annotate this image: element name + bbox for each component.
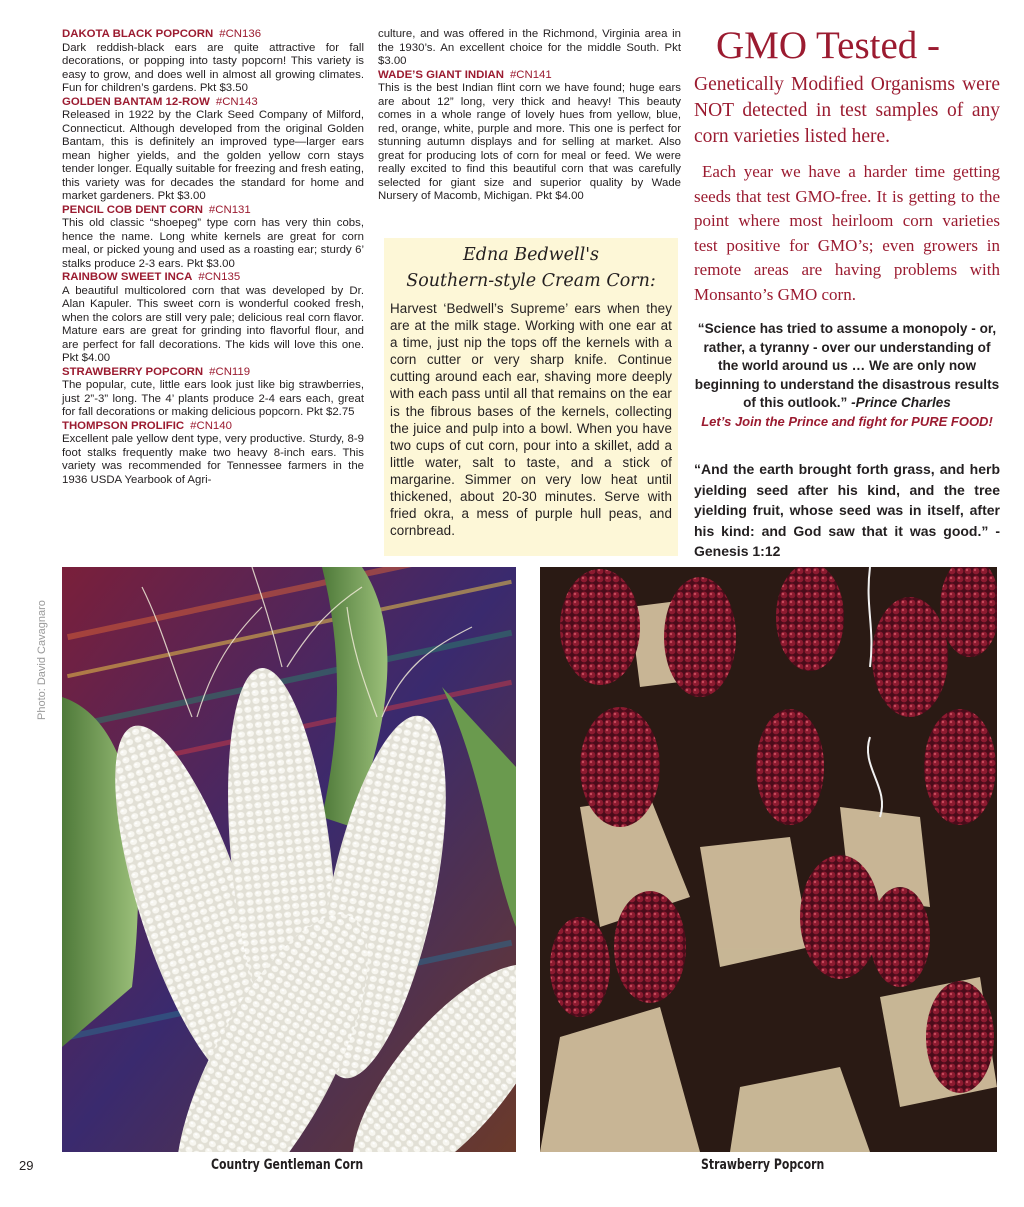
seed-list-column-1 bbox=[62, 28, 364, 487]
prince-quote bbox=[694, 320, 1000, 413]
entry-continuation: culture, and was offered in the Richmond, Virginia area in the 1930’s. An excellent choice for the middle South. Pkt $3.00 bbox=[378, 28, 681, 67]
entry-body: Excellent pale yellow dent type, very productive. Sturdy, 8-9 foot stalks frequently make two heavy 8-inch ears. This variety was recommended for Tennessee farmers in the 1936 USDA Yearbook of Agri- bbox=[62, 433, 364, 486]
entry-title: DAKOTA BLACK POPCORN #CN136 bbox=[62, 28, 262, 40]
photo-white-corn bbox=[62, 567, 516, 1152]
entry-code: #CN136 bbox=[219, 28, 262, 40]
recipe-box bbox=[384, 238, 678, 556]
entry-title: STRAWBERRY POPCORN #CN119 bbox=[62, 365, 251, 378]
strawberry-popcorn-illustration bbox=[540, 567, 997, 1152]
genesis-quote bbox=[694, 459, 1000, 562]
seed-entry bbox=[62, 96, 364, 204]
entry-code: #CN140 bbox=[190, 419, 232, 432]
caption-strawberry-popcorn: Strawberry Popcorn bbox=[701, 1157, 825, 1173]
entry-body: Released in 1922 by the Clark Seed Company of Milford, Connecticut. Although developed from the original Golden Bantam, this is definitely an improved type—larger ears mean higher yields, and the golden yellow corn stays tender longer. Equally suitable for freezing and fresh eating, this variety was for decades the standard for home and market gardeners. Pkt $3.00 bbox=[62, 109, 364, 202]
seed-entry bbox=[62, 366, 364, 420]
photo-credit: Photo: David Cavagnaro bbox=[36, 600, 48, 720]
caption-country-gentleman-corn: Country Gentleman Corn bbox=[211, 1157, 364, 1173]
prince-call-to-action: Let’s Join the Prince and fight for PURE FOOD! bbox=[701, 413, 993, 429]
seed-entry bbox=[378, 69, 681, 204]
seed-list-column-2 bbox=[378, 28, 681, 204]
prince-quote-text: “Science has tried to assume a monopoly - or, rather, a tyranny - over our understanding of the world around us … We are only now beginning to understand the disastrous results of this outlook.” bbox=[694, 321, 1000, 411]
prince-attribution: -Prince Charles bbox=[851, 395, 951, 411]
entry-title: THOMPSON PROLIFIC #CN140 bbox=[62, 419, 232, 432]
seed-entry bbox=[62, 204, 364, 272]
entry-code: #CN131 bbox=[208, 203, 251, 216]
gmo-subheading: Genetically Modified Organisms were NOT detected in test samples of any corn varieties listed here. bbox=[694, 74, 1000, 147]
entry-title: GOLDEN BANTAM 12-ROW #CN143 bbox=[62, 95, 258, 108]
entry-title: PENCIL COB DENT CORN #CN131 bbox=[62, 203, 251, 216]
recipe-title: Edna Bedwell's Southern-style Cream Corn: bbox=[406, 245, 656, 291]
entry-title: WADE’S GIANT INDIAN #CN141 bbox=[378, 68, 552, 81]
entry-code: #CN119 bbox=[209, 365, 251, 378]
gmo-heading: GMO Tested - bbox=[716, 24, 941, 67]
genesis-attribution: -Genesis 1:12 bbox=[694, 522, 1001, 560]
white-corn-illustration bbox=[62, 567, 516, 1152]
gmo-sidebar bbox=[694, 22, 1000, 562]
seed-entry bbox=[62, 28, 364, 96]
entry-code: #CN143 bbox=[215, 95, 258, 108]
entry-body: This is the best Indian flint corn we have found; huge ears are about 12” long, very thick and heavy! This beauty comes in a whole range of lovely hues from yellow, blue, red, orange, white, purple and more. This one is perfect for stunning autumn displays and for selling at market. Also great for producing lots of corn for meal or feed. We were really excited to find this beautiful corn that was carefully selected for giant size and superior quality by Wade Nursery of Macomb, Michigan. Pkt $4.00 bbox=[378, 82, 681, 202]
entry-code: #CN141 bbox=[509, 68, 552, 81]
gmo-paragraph: Each year we have a harder time getting seeds that test GMO-free. It is getting to the point where most heirloom corn varieties test positive for GMO’s; even growers in remote areas are having problems with Monsanto’s GMO corn. bbox=[694, 162, 1000, 304]
seed-entry bbox=[62, 271, 364, 366]
entry-body: Dark reddish-black ears are quite attractive for fall decorations, or popping into tasty popcorn! This variety is easy to grow, and does well in almost all growing climates. Fun for children’s gardens. Pkt $3.50 bbox=[62, 41, 364, 94]
entry-title: RAINBOW SWEET INCA #CN135 bbox=[62, 271, 241, 283]
genesis-quote-text: “And the earth brought forth grass, and herb yielding seed after his kind, and the tree yielding fruit, whose seed was in itself, after his kind: and God saw that it was good.” bbox=[694, 460, 1000, 539]
seed-entry bbox=[62, 420, 364, 488]
photo-strawberry-popcorn bbox=[540, 567, 997, 1152]
entry-body: This old classic “shoepeg” type corn has very thin cobs, hence the name. Long white kernels are great for corn meal, or picked young and used as a roasting ear; sturdy 6’ stalks produce 2-3 ears. Pkt $3.00 bbox=[62, 217, 364, 270]
page-number: 29 bbox=[19, 1158, 34, 1173]
entry-body: A beautiful multicolored corn that was developed by Dr. Alan Kapuler. This sweet corn is wonderful cooked fresh, when the colors are still very pale; delicious real corn flavor. Mature ears are great for grinding into flavorful flour, and are perfect for fall decorations. The kids will love this one. Pkt $4.00 bbox=[62, 284, 364, 364]
entry-body: The popular, cute, little ears look just like big strawberries, just 2”-3” long. The 4’ plants produce 2-4 ears each, great for fall decorations or making delicious popcorn. Pkt $2.75 bbox=[62, 379, 364, 418]
entry-code: #CN135 bbox=[198, 271, 241, 283]
recipe-body: Harvest ‘Bedwell’s Supreme’ ears when they are at the milk stage. Working with one ear at a time, just nip the tops off the kernels with a corn cutter or very sharp knife. Continue cutting around each ear, shaving more deeply with each pass until all that remains on the ear is the fibrous bases of the kernels, collecting the juice and pulp into a bowl. When you have two cups of cut corn, pour into a skillet, add a little water, salt to taste, and a stick of margarine. Simmer on very low heat until thickened, about 20-30 minutes. Serve with fried okra, a mess of purple hull peas, and cornbread. bbox=[390, 301, 672, 539]
